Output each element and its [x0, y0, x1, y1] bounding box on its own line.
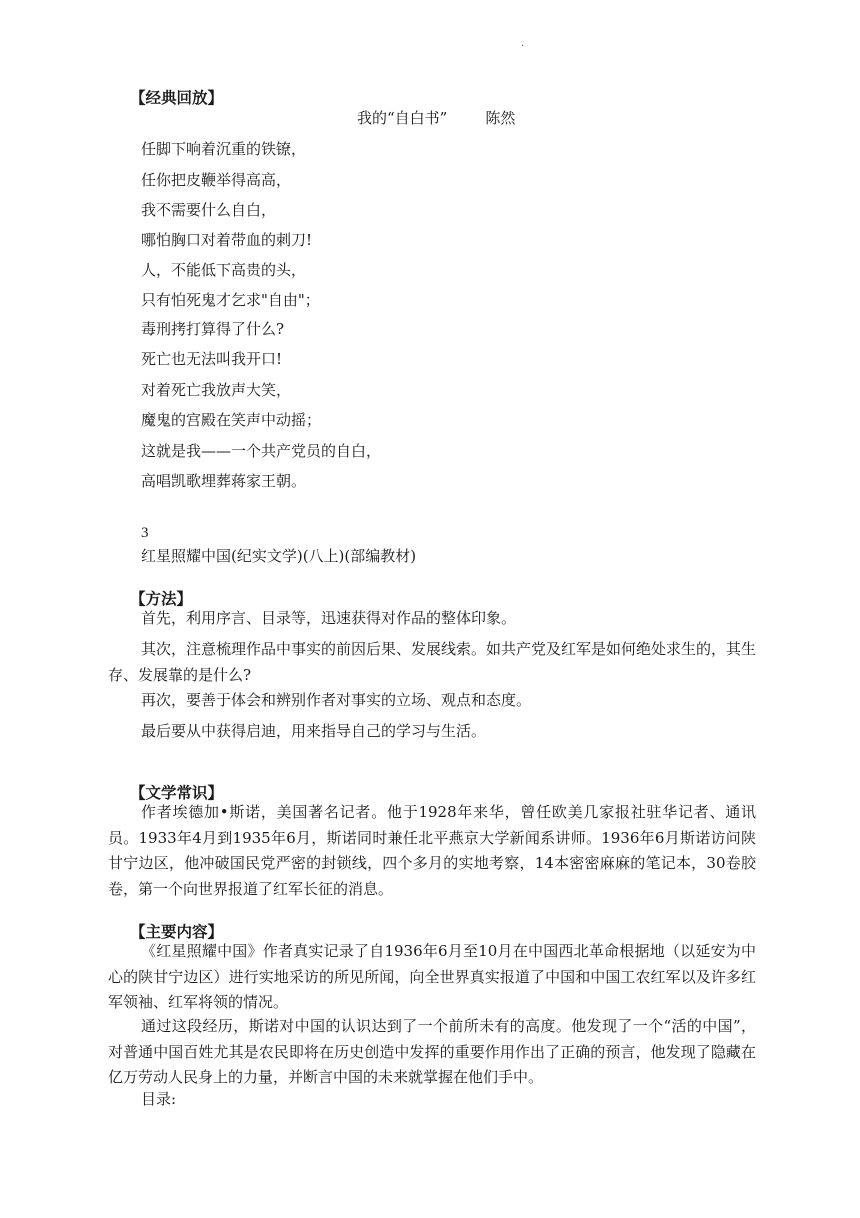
poem-line: 任脚下响着沉重的铁镣， [141, 140, 307, 158]
section-number: 3 [141, 525, 149, 541]
poem-line: 任你把皮鞭举得高高， [141, 171, 292, 189]
poem-title: 我的“自白书” [357, 109, 448, 127]
poem-title-line [357, 107, 515, 128]
toc-label: 目录: [141, 1090, 177, 1108]
method-heading: 【方法】 [130, 590, 193, 608]
poem-line: 人，不能低下高贵的头， [141, 261, 307, 279]
poem-line: 这就是我——一个共产党员的自白， [141, 442, 382, 460]
poem-line: 对着死亡我放声大笑， [141, 381, 292, 399]
main-content-paragraph: 通过这段经历，斯诺对中国的认识达到了一个前所未有的高度。他发现了一个“活的中国”，对普通中国百姓尤其是农民即将在历史创造中发挥的重要作用作出了正确的预言，他发现了隐藏在亿万劳动人民身上的力量，并断言中国的未来就掌握在他们手中。 [108, 1017, 756, 1086]
literary-knowledge-heading: 【文学常识】 [130, 784, 224, 802]
classic-review-heading: 【经典回放】 [130, 89, 224, 107]
poem-line: 我不需要什么自白， [141, 201, 277, 219]
poem-author: 陈然 [485, 109, 516, 127]
poem-line: 高唱凯歌埋葬蒋家王朝。 [141, 472, 307, 490]
method-paragraph: 其次，注意梳理作品中事实的前因后果、发展线索。如共产党及红军是如何绝处求生的，其生存、发展靠的是什么? [108, 640, 757, 684]
poem-line: 只有怕死鬼才乞求"自由"； [141, 291, 320, 309]
poem-line: 死亡也无法叫我开口! [141, 350, 283, 368]
literary-knowledge-paragraph: 作者埃德加•斯诺，美国著名记者。他于1928年来华，曾任欧美几家报社驻华记者、通讯员。1933年4月到1935年6月，斯诺同时兼任北平燕京大学新闻系讲师。1936年6月斯诺访问陕甘宁边区，他冲破国民党严密的封锁线，四个多月的实地考察，14本密密麻麻的笔记本，30卷胶卷，第一个向世界报道了红军长征的消息。 [108, 803, 756, 898]
method-paragraph: 再次，要善于体会和辨别作者对事实的立场、观点和态度。 [141, 691, 532, 709]
main-content-paragraph: 《红星照耀中国》作者真实记录了自1936年6月至10月在中国西北革命根据地（以延安为中心的陕甘宁边区）进行实地采访的所见所闻，向全世界真实报道了中国和中国工农红军以及许多红军领袖、红军将领的情况。 [108, 942, 756, 1011]
method-paragraph: 首先，利用序言、目录等，迅速获得对作品的整体印象。 [141, 609, 517, 627]
poem-line: 毒刑拷打算得了什么? [141, 320, 285, 338]
poem-line: 魔鬼的宫殿在笑声中动摇； [141, 411, 322, 429]
book-title: 红星照耀中国(纪实文学)(八上)(部编教材) [141, 547, 417, 565]
main-content-heading: 【主要内容】 [130, 923, 224, 941]
header-mark: . [521, 38, 525, 49]
method-paragraph: 最后要从中获得启迪，用来指导自己的学习与生活。 [141, 722, 487, 740]
poem-line: 哪怕胸口对着带血的刺刀! [141, 231, 313, 249]
